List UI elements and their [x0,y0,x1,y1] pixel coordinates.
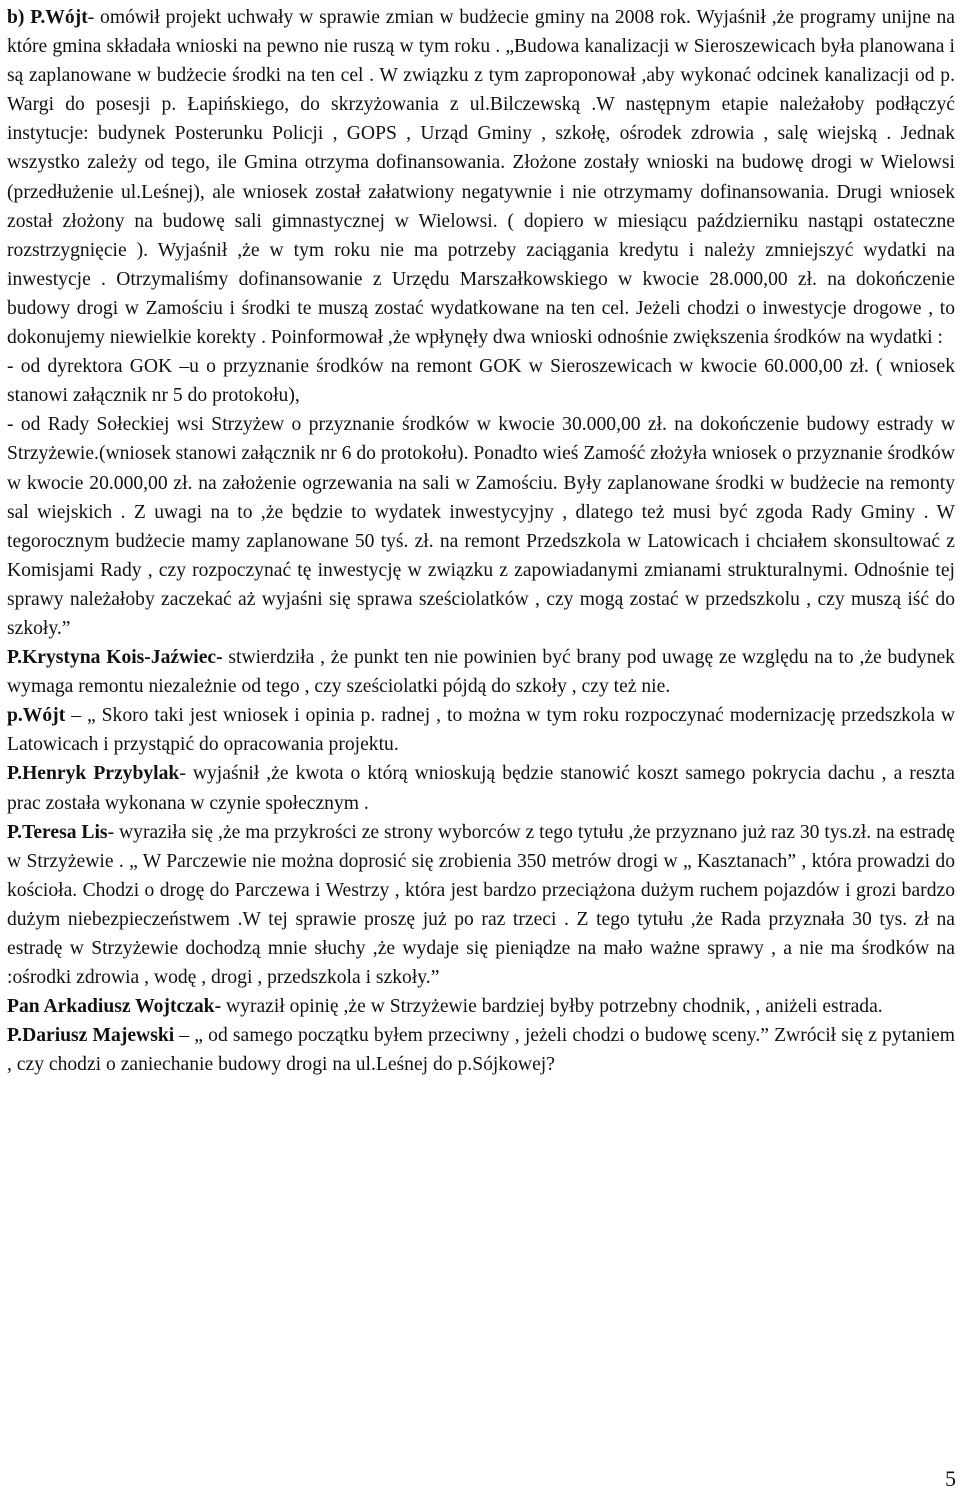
paragraph-lis [7,818,955,993]
speaker-name: P.Krystyna Kois-Jaźwiec- [7,647,223,669]
paragraph-wojt-budget [7,3,955,352]
paragraph-rada-solecka-request [7,410,955,643]
speaker-name: P.Teresa Lis [7,821,108,843]
paragraph-text: stwierdziła , że punkt ten nie powinien być brany pod uwagę ze względu na to ,że budynek wymaga remontu niezależnie od tego , czy sześciolatki pójdą do szkoły , czy też nie. [7,647,955,698]
paragraph-kois-jazwiec [7,643,955,701]
paragraph-text: - wyjaśnił ,że kwota o którą wnioskują będzie stanowić koszt samego pokrycia dachu , a reszta prac została wykonana w czynie społecznym . [7,763,955,814]
speaker-name: Pan Arkadiusz Wojtczak- [7,996,222,1018]
paragraph-text: - od Rady Sołeckiej wsi Strzyżew o przyznanie środków w kwocie 30.000,00 zł. na dokończenie budowy estrady w Strzyżewie.(wniosek stanowi załącznik nr 6 do protokołu). Ponadto wieś Zamość złożyła wniosek o przyznanie środków w kwocie 20.000,00 zł. na założenie ogrzewania na sali w Zamościu. Były zaplanowane środki w budżecie na remonty sal wiejskich . Z uwagi na to ,że będzie to wydatek inwestycyjny , dlatego też musi być zgoda Rady Gminy . W tegorocznym budżecie mamy zaplanowane 50 tyś. zł. na remont Przedszkola w Latowicach i chciałem skonsultować z Komisjami Rady , czy rozpoczynać tę inwestycję w związku z zapowiadanymi zmianami strukturalnymi. Odnośnie tej sprawy należałoby zaczekać aż wyjaśni się sprawa sześciolatków , czy mogą zostać w przedszkolu , czy muszą iść do szkoły.” [7,414,955,639]
paragraph-przybylak [7,759,955,817]
paragraph-text: wyraził opinię ,że w Strzyżewie bardziej byłby potrzebny chodnik, , aniżeli estrada. [221,996,883,1018]
paragraph-text: – „ Skoro taki jest wniosek i opinia p. radnej , to można w tym roku rozpoczynać modernizację przedszkola w Latowicach i przystąpić do opracowania projektu. [7,705,955,756]
paragraph-text: - od dyrektora GOK –u o przyznanie środków na remont GOK w Sieroszewicach w kwocie 60.000,00 zł. ( wniosek stanowi załącznik nr 5 do protokołu), [7,356,955,407]
paragraph-majewski [7,1021,955,1079]
paragraph-wojtczak [7,992,955,1021]
paragraph-text: – „ od samego początku byłem przeciwny , jeżeli chodzi o budowę sceny.” Zwrócił się z pytaniem , czy chodzi o zaniechanie budowy drogi na ul.Leśnej do p.Sójkowej? [7,1025,955,1076]
speaker-name: p.Wójt [7,705,66,727]
paragraph-gok-request [7,352,955,410]
paragraph-wojt-reply [7,701,955,759]
document-body [7,3,955,1079]
paragraph-text: - wyraziła się ,że ma przykrości ze strony wyborców z tego tytułu ,że przyznano już raz 30 tys.zł. na estradę w Strzyżewie . „ W Parczewie nie można doprosić się zrobienia 350 metrów drogi w „ Kasztanach” , która prowadzi do kościoła. Chodzi o drogę do Parczewa i Westrzy , która jest bardzo przeciążona dużym ruchem pojazdów i grozi bardzo dużym niebezpieczeństwem .W tej sprawie proszę już po raz trzeci . Z tego tytułu ,że Rada przyznała 30 tys. zł na estradę w Strzyżewie dochodzą mnie słuchy ,że wydaje się pieniądze na mało ważne sprawy , a nie ma środków na :ośrodki zdrowia , wodę , drogi , przedszkola i szkoły.” [7,821,955,989]
speaker-name: b) P.Wójt [7,7,88,28]
paragraph-text: - omówił projekt uchwały w sprawie zmian w budżecie gminy na 2008 rok. Wyjaśnił ,że programy unijne na które gmina składała wnioski na pewno nie ruszą w tym roku . „Budowa kanalizacji w Sieroszewicach była planowana i są zaplanowane w budżecie środki na ten cel . W związku z tym zaproponował ,aby wykonać odcinek kanalizacji od p. Wargi do posesji p. Łapińskiego, do skrzyżowania z ul.Bilczewską .W następnym etapie należałoby podłączyć instytucje: budynek Posterunku Policji , GOPS , Urząd Gminy , szkołę, ośrodek zdrowia , salę wiejską . Jednak wszystko zależy od tego, ile Gmina otrzyma dofinansowania. Złożone zostały wnioski na budowę drogi w Wielowsi (przedłużenie ul.Leśnej), ale wniosek został załatwiony negatywnie i nie otrzymamy dofinansowania. Drugi wniosek został złożony na budowę sali gimnastycznej w Wielowsi. ( dopiero w miesiącu październiku nastąpi ostateczne rozstrzygnięcie ). Wyjaśnił ,że w tym roku nie ma potrzeby zaciągania kredytu i należy zmniejszyć wydatki na inwestycje . Otrzymaliśmy dofinansowanie z Urzędu Marszałkowskiego w kwocie 28.000,00 zł. na dokończenie budowy drogi w Zamościu i środki te muszą zostać wydatkowane na ten cel. Jeżeli chodzi o inwestycje drogowe , to dokonujemy niewielkie korekty . Poinformował ,że wpłynęły dwa wnioski odnośnie zwiększenia środków na wydatki : [7,7,955,349]
speaker-name: P.Dariusz Majewski [7,1025,175,1047]
page-number: 5 [945,1466,956,1491]
speaker-name: P.Henryk Przybylak [7,763,180,785]
